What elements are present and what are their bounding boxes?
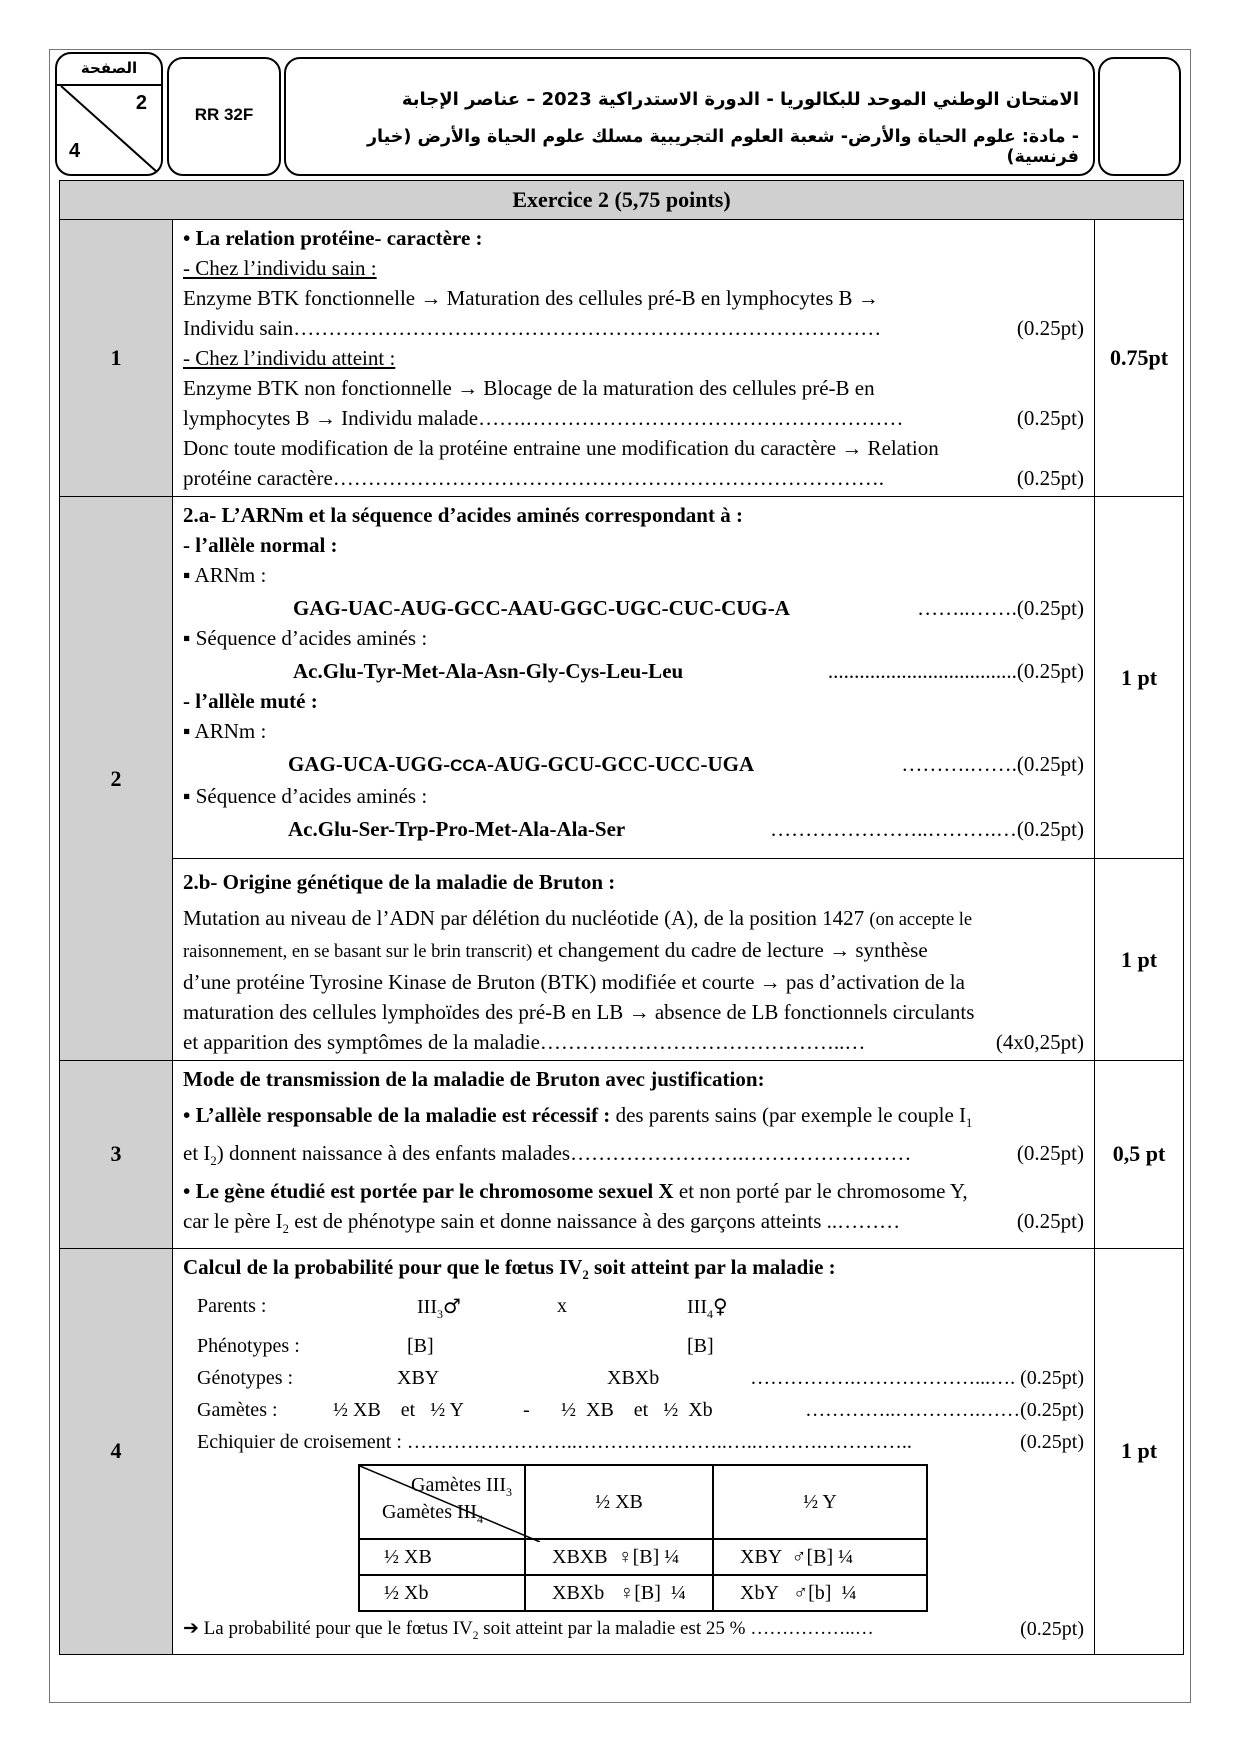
- q4-geno-mother: XBXb: [607, 1366, 660, 1389]
- question-number: 3: [60, 1061, 173, 1249]
- question-points: 1 pt: [1095, 1248, 1184, 1654]
- q3-p2-text2: car le père I: [183, 1209, 283, 1234]
- q2b-text-3: d’une protéine Tyrosine Kinase de Bruton (BTK) modifiée et courte → pas d’activation de la: [183, 970, 965, 994]
- q3-p1-line1: [183, 1100, 1084, 1138]
- q2b-text-2-small: raisonnement, en se basant sur le brin transcrit): [183, 942, 533, 962]
- q4-pheno-mother: [B]: [687, 1334, 714, 1357]
- question-points: 1 pt: [1095, 497, 1184, 859]
- punnett-corner: [359, 1465, 525, 1539]
- q4-geno-tail: …………….………………...…. (0.25pt): [750, 1366, 1084, 1389]
- question-2b-row: [60, 859, 1184, 1061]
- q4-parents-label: Parents :: [197, 1294, 267, 1317]
- q2a-normal-aa: Ac.Glu-Tyr-Met-Ala-Asn-Gly-Cys-Leu-Leu: [293, 659, 684, 683]
- q3-heading: Mode de transmission de la maladie de Bruton avec justification:: [183, 1067, 765, 1091]
- page-number-box: [55, 52, 163, 176]
- q1-affected-text-b: lymphocytes B → Individu malade…….………………………………………………: [183, 406, 904, 430]
- question-number: 4: [60, 1248, 173, 1654]
- q2a-normal-label: - l’allèle normal :: [183, 533, 338, 557]
- question-number: 1: [60, 220, 173, 497]
- q2a-mutant-arnm-part3: -AUG-GCU-GCC-UCC-UGA: [487, 752, 755, 776]
- q1-conclusion-b: protéine caractère…………………………………………………………………….: [183, 466, 885, 490]
- q4-geno-label: Génotypes :: [197, 1366, 294, 1389]
- q4-heading-a: Calcul de la probabilité pour que le fœtus IV: [183, 1254, 583, 1279]
- q4-gam-father: ½ XB et ½ Y: [333, 1398, 464, 1421]
- q4-pheno-label: Phénotypes :: [197, 1334, 300, 1357]
- punnett-row1-c2: XBY ♂[B] ¼: [713, 1539, 927, 1575]
- q2a-mutant-aa-tail: …………………..……….…(0.25pt): [770, 817, 1084, 841]
- exercise-title-row: [60, 181, 1184, 220]
- q3-p1-line2: [183, 1138, 911, 1176]
- q2a-aa-label: ▪ Séquence d’acides aminés :: [183, 626, 428, 650]
- q1-affected-label: - Chez l’individu atteint :: [183, 346, 396, 370]
- punnett-corner-top: Gamètes $III_3$: [411, 1473, 512, 1499]
- q4-echiquier: Echiquier de croisement : ……………………..…………………..…..……….…………..: [197, 1430, 912, 1453]
- q4-geno-father: XBY: [397, 1366, 440, 1389]
- q4-gam-mother: ½ XB et ½ Xb: [561, 1398, 713, 1421]
- q1-conclusion-a: Donc toute modification de la protéine entraine une modification du caractère → Relation: [183, 436, 939, 460]
- q4-echiquier-row: [183, 1426, 1084, 1458]
- q3-p1-sub1: 1: [966, 1116, 973, 1131]
- question-2b-content: [173, 859, 1095, 1061]
- q3-p1-text3: ) donnent naissance à des enfants malades…………………….……………………: [216, 1141, 912, 1166]
- q2b-line2: [183, 935, 1084, 967]
- punnett-row1-label: ½ XB: [359, 1539, 525, 1575]
- q4-geno-row: [183, 1362, 1084, 1394]
- question-3-row: [60, 1061, 1184, 1249]
- q3-p1-bold: • L’allèle responsable de la maladie est récessif :: [183, 1103, 611, 1127]
- q4-conclusion-row: [183, 1614, 1084, 1651]
- q4-father: $III_3♂$: [417, 1293, 461, 1321]
- q4-gam-label: Gamètes :: [197, 1398, 278, 1421]
- q4-pheno-father: [B]: [407, 1334, 434, 1357]
- q2a-mutant-aa: Ac.Glu-Ser-Trp-Pro-Met-Ala-Ala-Ser: [288, 817, 626, 841]
- q2b-text-5-pt: (4x0,25pt): [995, 1030, 1084, 1054]
- punnett-col1: ½ XB: [525, 1465, 713, 1539]
- q4-echiquier-pt: (0.25pt): [1020, 1430, 1084, 1453]
- q3-p2-sub: 2: [282, 1222, 289, 1237]
- q2a-mutant-arnm: [183, 749, 754, 781]
- q2a-normal-arnm: GAG-UAC-AUG-GCC-AAU-GGC-UGC-CUC-CUG-A: [293, 596, 790, 620]
- q1-healthy-text-b: Individu sain…………………………………………………………………………: [183, 316, 882, 340]
- q1-healthy-text-a: Enzyme BTK fonctionnelle → Maturation des cellules pré-B en lymphocytes B →: [183, 286, 879, 310]
- q3-p2-line2: [183, 1206, 900, 1244]
- exam-title-box: [284, 57, 1095, 176]
- q3-p1-text2: et I: [183, 1141, 211, 1166]
- grade-box: [1098, 57, 1181, 176]
- question-points: 0,5 pt: [1095, 1061, 1184, 1249]
- question-2a-row: [60, 497, 1184, 859]
- question-points: 0.75pt: [1095, 220, 1184, 497]
- q2a-normal-arnm-tail: ……..…….(0.25pt): [917, 596, 1084, 620]
- q1-affected-pt: (0.25pt): [1016, 406, 1084, 430]
- question-1-content: [173, 220, 1095, 497]
- q2b-text-2: et changement du cadre de lecture → synthèse: [537, 938, 928, 962]
- question-3-content: [173, 1061, 1095, 1249]
- q4-heading-b: soit atteint par la maladie :: [588, 1254, 836, 1279]
- exam-title-line1: الامتحان الوطني الموحد للبكالوريا - الدورة الاستدراكية 2023 – عناصر الإجابة: [401, 89, 1079, 110]
- punnett-row2: [359, 1575, 927, 1611]
- q3-p2-pt: (0.25pt): [1016, 1209, 1084, 1234]
- punnett-row2-c1: XBXb ♀[B] ¼: [525, 1575, 713, 1611]
- question-number: 2: [60, 497, 173, 1061]
- question-4-row: [60, 1248, 1184, 1654]
- q3-p2-text3: est de phénotype sain et donne naissance à des garçons atteints ..………: [288, 1209, 901, 1234]
- answer-table: [59, 180, 1184, 1655]
- q4-heading-sub: 2: [582, 1267, 589, 1282]
- q2a-heading: 2.a- L’ARNm et la séquence d’acides aminés correspondant à :: [183, 503, 743, 527]
- q4-gamete-row: [183, 1394, 1084, 1426]
- exam-title-line2: - مادة: علوم الحياة والأرض- شعبة العلوم التجريبية مسلك علوم الحياة والأرض (خيار فرنسية): [366, 127, 1079, 167]
- q1-affected-text-a: Enzyme BTK non fonctionnelle → Blocage de la maturation des cellules pré-B en: [183, 376, 875, 400]
- punnett-corner-bottom: Gamètes $III_4$: [382, 1500, 483, 1526]
- punnett-row2-c2: XbY ♂[b] ¼: [713, 1575, 927, 1611]
- question-1-row: [60, 220, 1184, 497]
- q4-cross-x: x: [557, 1294, 567, 1317]
- punnett-header-row: [359, 1465, 927, 1539]
- q2a-aa-label-2: ▪ Séquence d’acides aminés :: [183, 784, 428, 808]
- q2a-normal-aa-tail: ....................................(0.25pt): [827, 659, 1084, 683]
- punnett-col2: ½ Y: [713, 1465, 927, 1539]
- q4-conclusion: ➔ La probabilité pour que le fœtus $IV_2$ soit atteint par la maladie est 25 % ……………..…: [183, 1617, 874, 1642]
- q4-heading: [183, 1252, 1084, 1290]
- q2a-mutant-arnm-part1: GAG-UCA-UGG-: [288, 752, 451, 776]
- punnett-square: [358, 1464, 928, 1612]
- q3-p2-text: et non porté par le chromosome Y,: [673, 1179, 968, 1204]
- q4-parents-grid: [183, 1290, 1084, 1362]
- q3-p2-bold: • Le gène étudié est portée par le chromosome sexuel X: [183, 1179, 674, 1204]
- q2b-text-1: Mutation au niveau de l’ADN par délétion du nucléotide (A), de la position 1427: [183, 906, 865, 930]
- q2b-line1: [183, 903, 1084, 935]
- question-4-content: [173, 1248, 1095, 1654]
- q4-gam-dash: -: [523, 1398, 530, 1421]
- q3-p1-pt: (0.25pt): [1016, 1141, 1084, 1166]
- q1-healthy-label: - Chez l’individu sain :: [183, 256, 377, 280]
- q1-conclusion-pt: (0.25pt): [1016, 466, 1084, 490]
- q1-heading: • La relation protéine- caractère :: [183, 226, 483, 250]
- page-label: الصفحة: [57, 54, 161, 86]
- q4-conclusion-pt: (0.25pt): [1020, 1617, 1084, 1640]
- q2a-mutant-arnm-part2: CCA: [450, 756, 487, 775]
- q2b-heading: 2.b- Origine génétique de la maladie de Bruton :: [183, 870, 616, 894]
- punnett-row1-c1: XBXB ♀[B] ¼: [525, 1539, 713, 1575]
- question-2a-content: [173, 497, 1095, 859]
- q4-mother: $III_4♀$: [687, 1293, 728, 1321]
- q2a-arnm-label-2: ▪ ARNm :: [183, 719, 267, 743]
- exam-code-box: [167, 57, 281, 176]
- q3-p1-sub2: 2: [210, 1154, 217, 1169]
- q2a-mutant-label: - l’allèle muté :: [183, 689, 318, 713]
- exam-code: RR 32F: [194, 105, 254, 124]
- q1-healthy-pt: (0.25pt): [1016, 316, 1084, 340]
- q4-gam-tail: …………..………….……(0.25pt): [805, 1398, 1084, 1421]
- q2b-text-4: maturation des cellules lymphoïdes des pré-B en LB → absence de LB fonctionnels circulants: [183, 1000, 975, 1024]
- question-points: 1 pt: [1095, 859, 1184, 1061]
- page-total: 4: [69, 140, 81, 162]
- q2a-mutant-arnm-tail: ……….…….(0.25pt): [901, 752, 1084, 776]
- exercise-title: Exercice 2 (5,75 points): [60, 181, 1184, 220]
- punnett-row1: [359, 1539, 927, 1575]
- q2a-arnm-label: ▪ ARNm :: [183, 563, 267, 587]
- q2b-text-5: et apparition des symptômes de la maladie……………………………………..…: [183, 1030, 866, 1054]
- q2b-text-1-small: (on accepte le: [869, 910, 973, 930]
- q3-p1-text: des parents sains (par exemple le couple I: [610, 1103, 967, 1127]
- punnett-row2-label: ½ Xb: [359, 1575, 525, 1611]
- page-current: 2: [135, 92, 147, 114]
- q3-p2-line1: [183, 1176, 1084, 1206]
